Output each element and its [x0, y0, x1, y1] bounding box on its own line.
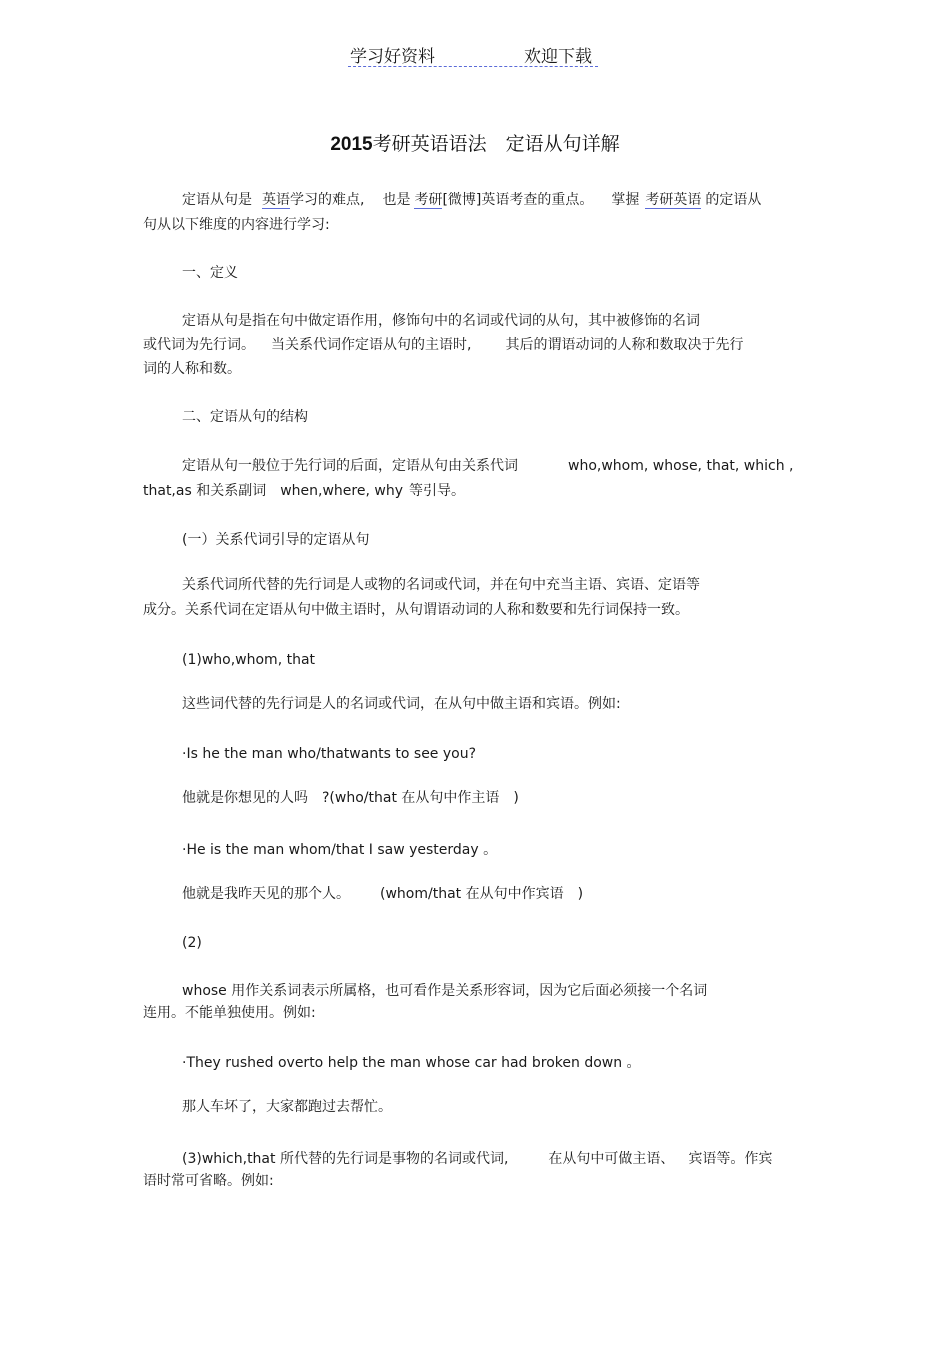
- example-3-translation: 那人车坏了，大家都跑过去帮忙。: [182, 1099, 392, 1115]
- link-english[interactable]: 英语: [262, 192, 290, 208]
- definition-line-3: 词的人称和数。: [143, 361, 241, 377]
- example-1: ·Is he the man who/thatwants to see you?: [182, 746, 477, 762]
- definition-line-2: [143, 335, 743, 355]
- item-3-text-c: 宾语等。作宾: [688, 1151, 773, 1167]
- header-left-text: 学习好资料: [350, 47, 435, 67]
- link-kaoyan-english[interactable]: 考研英语: [645, 192, 702, 208]
- example-2-translation-text: 他就是我昨天见的那个人。: [182, 886, 350, 902]
- example-2-translation: [182, 884, 583, 904]
- structure-adverbs: when,where, why: [280, 483, 403, 499]
- title-year: 2015: [330, 134, 373, 155]
- link-kaoyan[interactable]: 考研: [414, 192, 443, 208]
- item-3-line-2: 语时常可省略。例如:: [143, 1173, 274, 1189]
- subsection-heading-relative-pronouns: (一）关系代词引导的定语从句: [182, 532, 370, 548]
- definition-text-a: 或代词为先行词。: [143, 337, 255, 353]
- document-title: [0, 129, 950, 156]
- structure-pronouns: who,whom, whose, that, which ,: [568, 458, 794, 474]
- whose-line-1: whose 用作关系词表示所属格，也可看作是关系形容词，因为它后面必须接一个名词: [182, 983, 708, 999]
- item-3-text-b: 在从句中可做主语、: [548, 1151, 675, 1167]
- item-1-description: 这些词代替的先行词是人的名词或代词，在从句中做主语和宾语。例如:: [182, 696, 621, 712]
- item-3-text-a: (3)which,that 所代替的先行词是事物的名词或代词,: [182, 1151, 509, 1167]
- example-1-translation-text: 他就是你想见的人吗: [182, 790, 308, 806]
- intro-text-a: 定语从句是: [182, 192, 252, 208]
- title-text: 考研英语语法 定语从句详解: [372, 133, 620, 155]
- intro-line-2: 句从以下维度的内容进行学习:: [143, 217, 330, 233]
- relative-pronoun-line-2: 成分。关系代词在定语从句中做主语时，从句谓语动词的人称和数要和先行词保持一致。: [143, 602, 689, 618]
- intro-text-c: 也是: [382, 192, 411, 208]
- item-3-line-1: [182, 1149, 772, 1169]
- item-1-heading: (1)who,whom, that: [182, 652, 316, 668]
- definition-line-1: 定语从句是指在句中做定语作用，修饰句中的名词或代词的从句，其中被修饰的名词: [182, 313, 700, 329]
- page-header: [348, 40, 598, 67]
- definition-text-c: 其后的谓语动词的人称和数取决于先行: [505, 337, 744, 353]
- relative-pronoun-line-1: 关系代词所代替的先行词是人或物的名词或代词，并在句中充当主语、宾语、定语等: [182, 577, 700, 593]
- structure-line-2: [143, 481, 465, 501]
- example-1-translation: [182, 788, 519, 808]
- whose-line-2: 连用。不能单独使用。例如:: [143, 1005, 316, 1021]
- definition-text-b: 当关系代词作定语从句的主语时,: [271, 337, 472, 353]
- intro-line-1: [182, 190, 761, 210]
- intro-text-e: 掌握: [611, 192, 640, 208]
- structure-line-1: [182, 456, 793, 476]
- section-heading-definition: 一、定义: [182, 265, 238, 281]
- example-1-note: ?(who/that 在从句中作主语 ): [322, 790, 519, 806]
- structure-text-b: that,as 和关系副词: [143, 483, 267, 499]
- section-heading-structure: 二、定语从句的结构: [182, 409, 308, 425]
- intro-text-b: 学习的难点,: [290, 192, 365, 208]
- example-2-note: (whom/that 在从句中作宾语 ): [380, 886, 584, 902]
- intro-text-f: 的定语从: [705, 192, 762, 208]
- structure-text-a: 定语从句一般位于先行词的后面，定语从句由关系代词: [182, 458, 518, 474]
- example-2: ·He is the man whom/that I saw yesterday 。: [182, 842, 498, 858]
- example-3: ·They rushed overto help the man whose car had broken down 。: [182, 1055, 641, 1071]
- structure-text-c: 等引导。: [409, 483, 465, 499]
- item-2-heading: (2): [182, 935, 202, 951]
- header-right-text: 欢迎下载: [524, 47, 592, 67]
- intro-text-d: [微博]英语考查的重点。: [442, 192, 594, 208]
